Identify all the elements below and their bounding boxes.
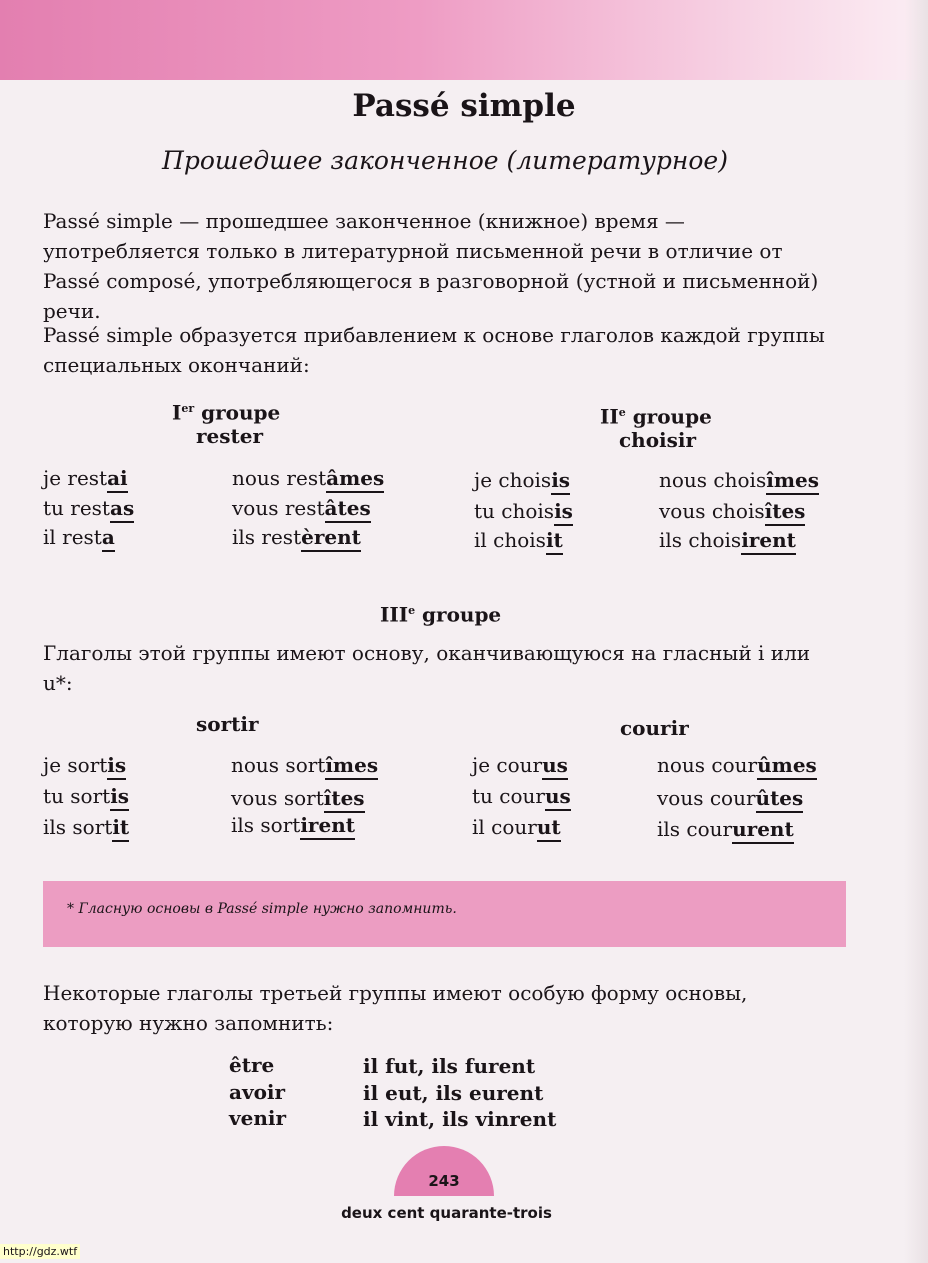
conjugation-form: nous sortîmes: [231, 753, 378, 777]
conjugation-form: je sortis: [43, 753, 126, 777]
conjugation-form: il choisit: [474, 528, 563, 552]
conjugation-form: ils coururent: [657, 817, 794, 841]
group1-heading: Ier groupe: [172, 400, 281, 425]
page-title: Passé simple: [352, 88, 576, 124]
conjugation-form: il courut: [472, 815, 561, 839]
conjugation-form: vous restâtes: [232, 496, 371, 520]
special-forms: il fut, ils furent: [363, 1054, 536, 1078]
group2-verb: choisir: [619, 428, 697, 452]
conjugation-form: je restai: [43, 466, 128, 490]
conjugation-form: nous courûmes: [657, 753, 817, 777]
conjugation-form: ils choisirent: [659, 528, 796, 552]
group3-heading: IIIe groupe: [380, 602, 502, 627]
conjugation-form: ils sortirent: [231, 813, 355, 837]
special-verb: être: [229, 1053, 275, 1077]
conjugation-form: il resta: [43, 525, 115, 549]
special-verb: venir: [229, 1106, 287, 1130]
page-number: 243: [428, 1172, 460, 1190]
conjugation-form: ils sortit: [43, 815, 129, 839]
page-subtitle: Прошедшее законченное (литературное): [162, 146, 728, 175]
page-number-words: deux cent quarante-trois: [341, 1204, 552, 1222]
courir-verb: courir: [620, 716, 689, 740]
group2-heading: IIe groupe: [600, 404, 712, 429]
conjugation-form: vous choisîtes: [659, 499, 805, 523]
sortir-verb: sortir: [196, 712, 259, 736]
conjugation-form: vous sortîtes: [231, 786, 365, 810]
footnote-box: [43, 881, 846, 947]
conjugation-form: tu choisis: [474, 499, 573, 523]
special-forms-description: Некоторые глаголы третьей группы имеют особую форму основы, которую нужно запомнить:: [43, 981, 748, 1035]
conjugation-form: nous restâmes: [232, 466, 384, 490]
conjugation-form: je choisis: [474, 468, 570, 492]
group3-description: Глаголы этой группы имеют основу, оканчивающуюся на гласный i или u*:: [43, 641, 811, 695]
conjugation-form: je courus: [472, 753, 568, 777]
special-forms: il eut, ils eurent: [363, 1081, 544, 1105]
intro-paragraph-1: Passé simple — прошедшее законченное (книжное) время — употребляется только в литературной письменной речи в отличие от Passé composé, употребляющегося в разговорной (устной и письменной) речи.: [43, 209, 819, 323]
conjugation-form: tu sortis: [43, 784, 129, 808]
special-verb: avoir: [229, 1080, 286, 1104]
conjugation-form: ils restèrent: [232, 525, 361, 549]
conjugation-form: vous courûtes: [657, 786, 803, 810]
conjugation-form: nous choisîmes: [659, 468, 819, 492]
group1-verb: rester: [196, 424, 264, 448]
intro-paragraph-2: Passé simple образуется прибавлением к основе глаголов каждой группы специальных окончаний:: [43, 323, 825, 377]
page-number-badge: [394, 1146, 494, 1196]
top-color-band: [0, 0, 928, 80]
conjugation-form: tu courus: [472, 784, 571, 808]
special-forms: il vint, ils vinrent: [363, 1107, 557, 1131]
page-edge-shadow: [904, 0, 928, 1263]
footnote-text: * Гласную основы в Passé simple нужно запомнить.: [67, 901, 457, 917]
conjugation-form: tu restas: [43, 496, 134, 520]
watermark-link[interactable]: http://gdz.wtf: [0, 1244, 80, 1259]
